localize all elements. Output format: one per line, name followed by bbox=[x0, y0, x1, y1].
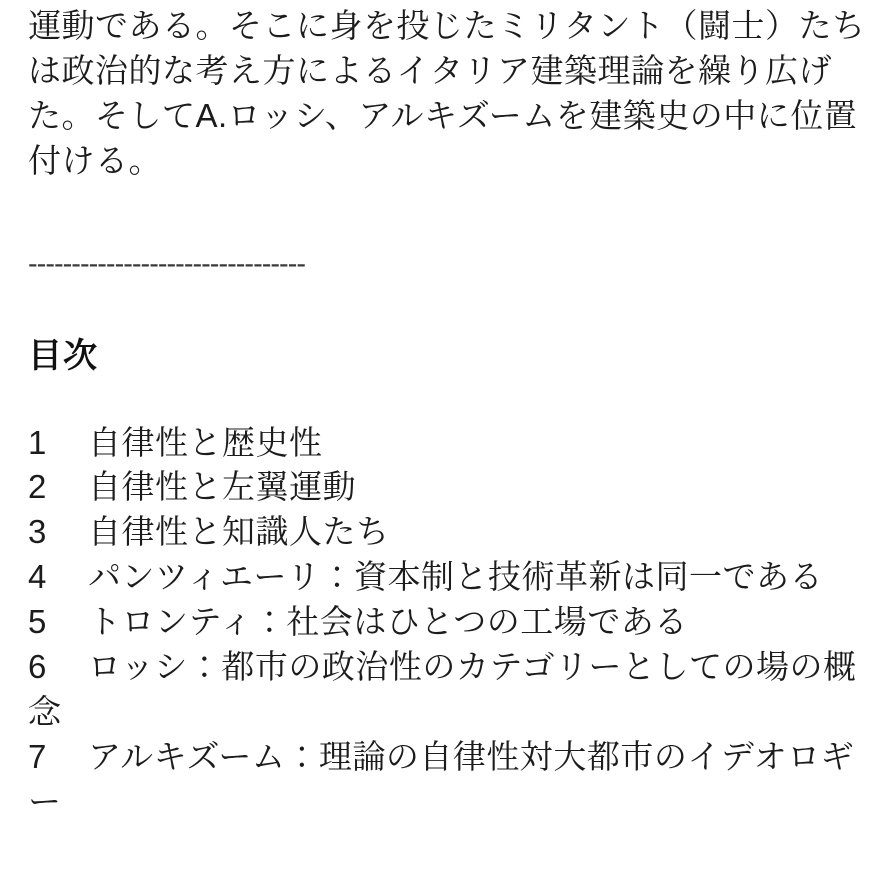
list-item-number: 4 bbox=[28, 558, 47, 596]
list-item-number: 2 bbox=[28, 468, 47, 506]
table-of-contents-heading: 目次 bbox=[28, 336, 98, 375]
list-item-label: ロッシ：都市の政治性のカテゴリーとしての場の概念 bbox=[28, 647, 857, 730]
list-item-number: 5 bbox=[28, 603, 47, 640]
list-item bbox=[28, 510, 867, 555]
list-item-label: パンツィエーリ：資本制と技術革新は同一である bbox=[88, 558, 824, 596]
list-item bbox=[28, 735, 867, 825]
list-item-number: 7 bbox=[28, 737, 47, 775]
list-item-label: トロンティ：社会はひとつの工場である bbox=[88, 603, 688, 640]
list-item bbox=[28, 600, 867, 645]
list-item bbox=[28, 421, 867, 466]
table-of-contents-list bbox=[28, 421, 867, 825]
list-item bbox=[28, 645, 867, 735]
list-item-label: 自律性と左翼運動 bbox=[88, 468, 356, 506]
intro-paragraph: 運動である。そこに身を投じたミリタント（闘士）たちは政治的な考え方によるイタリア建築理論を繰り広げた。そしてA.ロッシ、アルキズームを建築史の中に位置付ける。 bbox=[28, 7, 866, 179]
list-item-number: 3 bbox=[28, 513, 47, 551]
list-item-label: 自律性と歴史性 bbox=[88, 423, 323, 461]
list-item-label: 自律性と知識人たち bbox=[88, 513, 390, 551]
list-item-number: 1 bbox=[28, 423, 47, 461]
section-divider: -------------------------------- bbox=[28, 249, 306, 280]
list-item bbox=[28, 465, 867, 510]
list-item-label: アルキズーム：理論の自律性対大都市のイデオロギー bbox=[28, 737, 855, 820]
list-item bbox=[28, 555, 867, 600]
list-item-number: 6 bbox=[28, 647, 47, 685]
